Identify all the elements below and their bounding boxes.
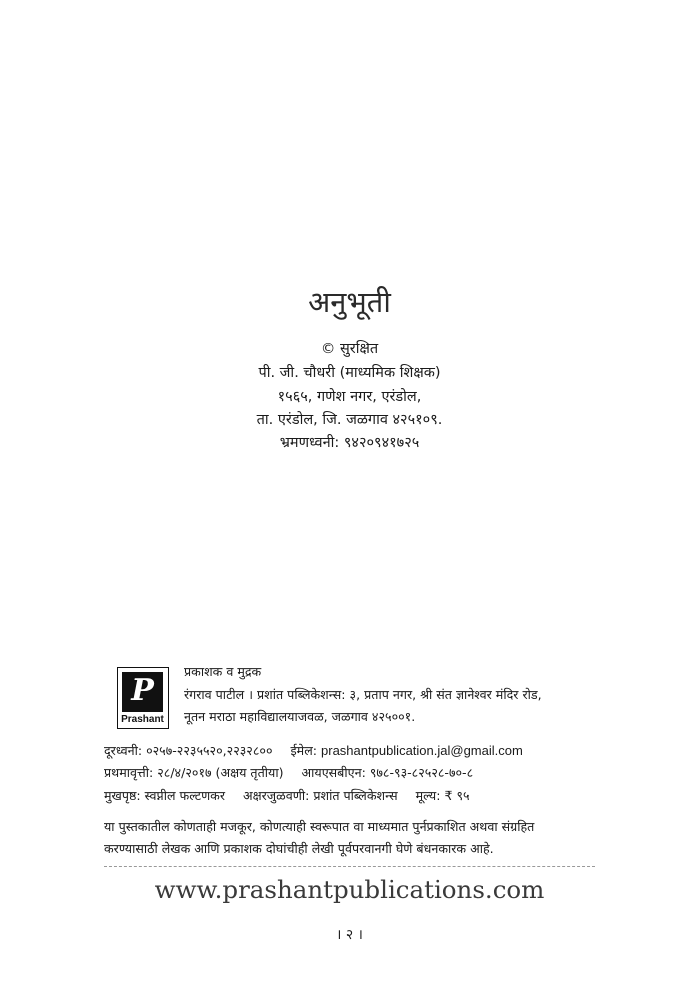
publisher-address-line2: नूतन मराठा महाविद्यालयाजवळ, जळगाव ४२५००१. <box>184 709 416 724</box>
publisher-heading: प्रकाशक व मुद्रक <box>184 664 262 679</box>
publisher-logo <box>117 667 169 729</box>
website-url: www.prashantpublications.com <box>154 875 545 904</box>
page-number: । २ । <box>336 927 363 943</box>
author-address-line1: १५६५, गणेश नगर, एरंडोल, <box>277 389 422 405</box>
divider <box>104 866 595 867</box>
logo-mark <box>122 672 163 712</box>
cover-credit: मुखपृष्ठ: स्वप्नील फल्टणकर <box>104 788 225 803</box>
book-title: अनुभूती <box>308 285 391 319</box>
contact-line <box>104 741 523 761</box>
email-address: prashantpublication.jal@gmail.com <box>321 743 523 758</box>
email-label: ईमेल: <box>290 743 317 758</box>
copyright-notice-line1: या पुस्तकातील कोणताही मजकूर, कोणत्याही स्वरूपात वा माध्यमात पुर्नप्रकाशित अथवा संग्रहित <box>104 819 535 834</box>
publisher-address-line1: रंगराव पाटील । प्रशांत पब्लिकेशन्स: ३, प्रताप नगर, श्री संत ज्ञानेश्वर मंदिर रोड, <box>184 687 542 702</box>
logo-letter: P <box>131 673 154 708</box>
author-address-line2: ता. एरंडोल, जि. जळगाव ४२५१०९. <box>256 412 443 428</box>
copyright-notice: © सुरक्षित <box>320 341 379 357</box>
logo-wordmark: Prashant <box>121 714 164 725</box>
author-mobile: भ्रमणध्वनी: ९४२०९४१७२५ <box>279 435 420 451</box>
isbn: आयएसबीएन: ९७८-९३-८२५२८-७०-८ <box>301 765 474 780</box>
author-name: पी. जी. चौधरी (माध्यमिक शिक्षक) <box>258 365 441 381</box>
price: मूल्य: ₹ ९५ <box>415 788 470 803</box>
first-edition: प्रथमावृत्ती: २८/४/२०१७ (अक्षय तृतीया) <box>104 765 284 780</box>
edition-line <box>104 763 473 783</box>
credits-line <box>104 786 470 806</box>
copyright-notice-line2: करण्यासाठी लेखक आणि प्रकाशक दोघांचीही लेखी पूर्वपरवानगी घेणे बंधनकारक आहे. <box>104 841 494 856</box>
typesetting-credit: अक्षरजुळवणी: प्रशांत पब्लिकेशन्स <box>243 788 398 803</box>
phone-number: दूरध्वनी: ०२५७-२२३५५२०,२२३२८०० <box>104 743 273 758</box>
